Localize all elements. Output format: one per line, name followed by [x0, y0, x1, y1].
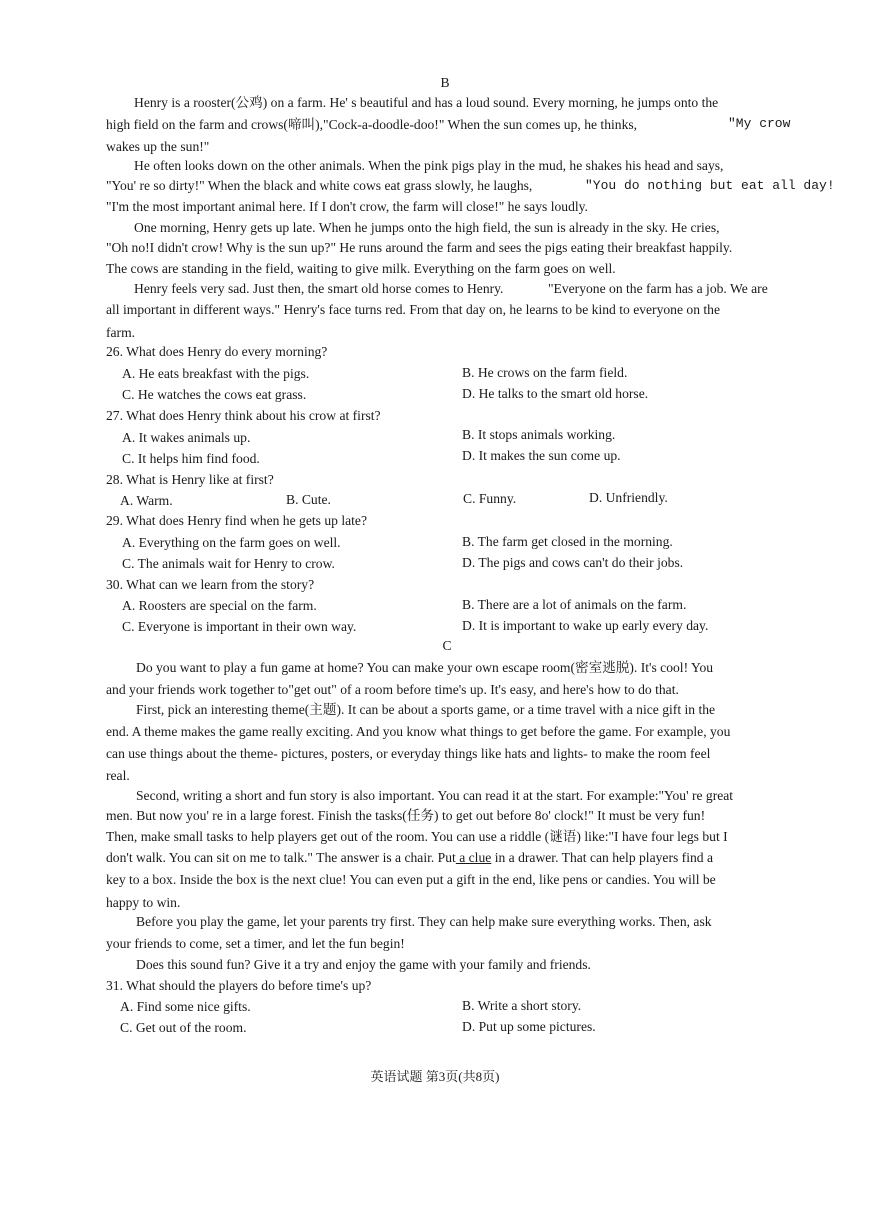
option-d[interactable]: D. It makes the sun come up.	[462, 448, 621, 463]
section-c-label: C	[442, 638, 452, 653]
passage-c-line: key to a box. Inside the box is the next clue! You can even put a gift in the end, like pens or candies. You will be	[106, 872, 716, 887]
passage-c-line: men. But now you' re in a large forest. Finish the tasks(任务) to get out before 8o' clock!" It must be very fun!	[106, 808, 706, 823]
question-stem: 26. What does Henry do every morning?	[106, 344, 328, 359]
option-c[interactable]: C. Funny.	[463, 491, 517, 506]
passage-c-line: end. A theme makes the game really exciting. And you know what things to get before the game. For example, you	[106, 724, 731, 739]
question-stem: 30. What can we learn from the story?	[106, 577, 315, 592]
option-d[interactable]: D. Put up some pictures.	[462, 1019, 596, 1034]
option-d[interactable]: D. The pigs and cows can't do their jobs.	[462, 555, 684, 570]
passage-b-line: farm.	[106, 325, 136, 340]
option-c[interactable]: C. He watches the cows eat grass.	[122, 387, 307, 402]
passage-b-line: He often looks down on the other animals. When the pink pigs play in the mud, he shakes his head and says,	[134, 158, 724, 173]
option-c[interactable]: C. The animals wait for Henry to crow.	[122, 556, 335, 571]
question-stem: 29. What does Henry find when he gets up late?	[106, 513, 367, 528]
option-b[interactable]: B. The farm get closed in the morning.	[462, 534, 673, 549]
passage-b-line: Henry feels very sad. Just then, the smart old horse comes to Henry.	[134, 281, 504, 296]
option-a[interactable]: A. He eats breakfast with the pigs.	[122, 366, 310, 381]
question-stem: 31. What should the players do before time's up?	[106, 978, 372, 993]
passage-c-line: Do you want to play a fun game at home? You can make your own escape room(密室逃脱). It's cool! You	[136, 660, 714, 675]
passage-c-line: can use things about the theme- pictures, posters, or everyday things like hats and lights- to make the room feel	[106, 746, 711, 761]
page-footer: 英语试题 第3页(共8页)	[370, 1069, 500, 1084]
passage-c-line	[106, 849, 713, 866]
option-d[interactable]: D. It is important to wake up early every day.	[462, 618, 709, 633]
passage-c-line: First, pick an interesting theme(主题). It can be about a sports game, or a time travel with a nice gift in the	[136, 702, 716, 717]
passage-b-line: One morning, Henry gets up late. When he jumps onto the high field, the sun is already in the sky. He cries,	[134, 220, 720, 235]
passage-b-line: "You' re so dirty!" When the black and white cows eat grass slowly, he laughs,	[106, 178, 533, 193]
passage-c-line: Before you play the game, let your parents try first. They can help make sure everything works. Then, ask	[136, 914, 712, 929]
passage-c-line: and your friends work together to"get out" of a room before time's up. It's easy, and here's how to do that.	[106, 682, 679, 697]
passage-b-line: The cows are standing in the field, waiting to give milk. Everything on the farm goes on well.	[106, 261, 616, 276]
option-b[interactable]: B. There are a lot of animals on the farm.	[462, 597, 687, 612]
passage-b-line: high field on the farm and crows(啼叫),"Cock-a-doodle-doo!" When the sun comes up, he thinks,	[106, 117, 638, 132]
option-c[interactable]: C. It helps him find food.	[122, 451, 260, 466]
passage-b-line: Henry is a rooster(公鸡) on a farm. He' s beautiful and has a loud sound. Every morning, he jumps onto the	[134, 95, 719, 110]
passage-b-line: wakes up the sun!"	[106, 139, 210, 154]
option-d[interactable]: D. He talks to the smart old horse.	[462, 386, 649, 401]
clue-underlined: a clue	[455, 850, 492, 865]
passage-c-line: Then, make small tasks to help players get out of the room. You can use a riddle (谜语) like:"I have four legs but I	[106, 829, 728, 844]
passage-c-line: your friends to come, set a timer, and let the fun begin!	[106, 936, 405, 951]
passage-b-insert: "My crow	[728, 116, 791, 131]
passage-c-line: happy to win.	[106, 895, 181, 910]
option-a[interactable]: A. It wakes animals up.	[122, 430, 251, 445]
passage-c-line: real.	[106, 768, 130, 783]
option-c[interactable]: C. Everyone is important in their own way.	[122, 619, 357, 634]
passage-b-line: all important in different ways." Henry's face turns red. From that day on, he learns to be kind to everyone on the	[106, 302, 721, 317]
option-a[interactable]: A. Warm.	[120, 493, 173, 508]
passage-c-text: in a drawer. That can help players find a	[491, 850, 713, 865]
passage-c-line: Does this sound fun? Give it a try and enjoy the game with your family and friends.	[136, 957, 591, 972]
section-b-label: B	[440, 75, 450, 90]
option-c[interactable]: C. Get out of the room.	[120, 1020, 247, 1035]
passage-c-text: don't walk. You can sit on me to talk." The answer is a chair. Put	[106, 850, 456, 865]
question-stem: 27. What does Henry think about his crow at first?	[106, 408, 381, 423]
passage-b-line: "I'm the most important animal here. If I don't crow, the farm will close!" he says loudly.	[106, 199, 588, 214]
option-b[interactable]: B. Write a short story.	[462, 998, 582, 1013]
question-stem: 28. What is Henry like at first?	[106, 472, 274, 487]
option-d[interactable]: D. Unfriendly.	[589, 490, 668, 505]
option-a[interactable]: A. Find some nice gifts.	[120, 999, 251, 1014]
option-b[interactable]: B. It stops animals working.	[462, 427, 616, 442]
option-a[interactable]: A. Everything on the farm goes on well.	[122, 535, 341, 550]
option-b[interactable]: B. He crows on the farm field.	[462, 365, 628, 380]
option-a[interactable]: A. Roosters are special on the farm.	[122, 598, 317, 613]
passage-c-line: Second, writing a short and fun story is also important. You can read it at the start. For example:"You' re great	[136, 788, 734, 803]
passage-b-insert: "Everyone on the farm has a job. We are	[548, 281, 768, 296]
passage-b-insert: "You do nothing but eat all day!	[585, 178, 835, 193]
option-b[interactable]: B. Cute.	[286, 492, 331, 507]
passage-b-line: "Oh no!I didn't crow! Why is the sun up?" He runs around the farm and sees the pigs eating their breakfast happily.	[106, 240, 733, 255]
